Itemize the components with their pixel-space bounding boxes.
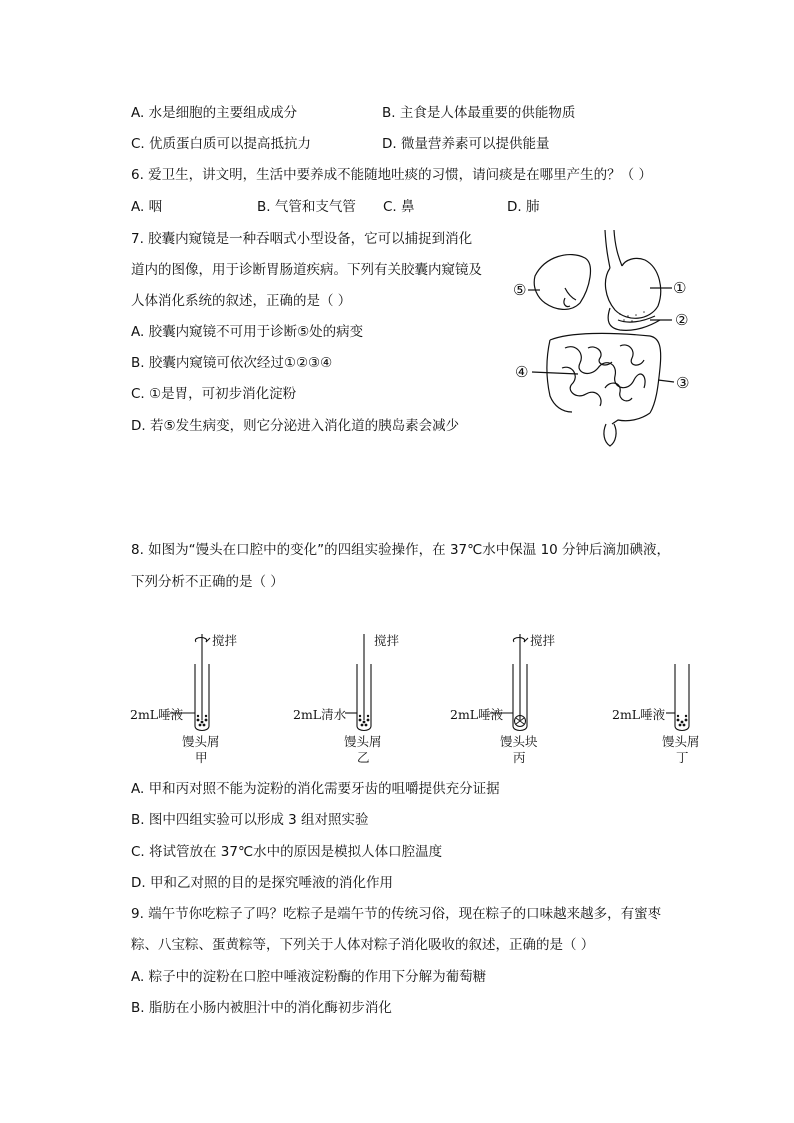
tube-3-stir-label: 搅拌: [530, 633, 556, 648]
q9-stem-line-1: 9. 端午节你吃粽子了吗？吃粽子是端午节的传统习俗，现在粽子的口味越来越多，有蜜枣: [131, 906, 662, 922]
tube-3-name-label: 丙: [513, 750, 526, 765]
q7-option-a: A. 胶囊内窥镜不可用于诊断⑤处的病变: [131, 324, 364, 340]
figure-label-4: ④: [515, 363, 529, 381]
q6-option-c: C. 鼻: [383, 199, 415, 215]
q5-option-c: C. 优质蛋白质可以提高抵抗力: [131, 136, 312, 152]
figure-label-3: ③: [676, 374, 690, 392]
q9-option-b: B. 脂肪在小肠内被胆汁中的消化酶初步消化: [131, 1000, 392, 1016]
q5-option-a: A. 水是细胞的主要组成成分: [131, 105, 298, 121]
q5-option-b: B. 主食是人体最重要的供能物质: [382, 105, 576, 121]
q7-stem-line-1: 7. 胶囊内窥镜是一种吞咽式小型设备，它可以捕捉到消化: [131, 231, 473, 247]
q6-option-a: A. 咽: [131, 199, 163, 215]
q8-stem-line-2: 下列分析不正确的是（ ）: [131, 574, 284, 590]
q9-stem-line-2: 粽、八宝粽、蛋黄粽等，下列关于人体对粽子消化吸收的叙述，正确的是（ ）: [131, 937, 595, 953]
q7-stem-line-2: 道内的图像，用于诊断胃肠道疾病。下列有关胶囊内窥镜及: [131, 262, 482, 278]
q8-option-c: C. 将试管放在 37℃水中的原因是模拟人体口腔温度: [131, 844, 443, 860]
q8-option-a: A. 甲和丙对照不能为淀粉的消化需要牙齿的咀嚼提供充分证据: [131, 781, 500, 797]
figure-label-5: ⑤: [513, 281, 527, 299]
q7-stem-line-3: 人体消化系统的叙述，正确的是（ ）: [131, 293, 352, 309]
figure-label-2: ②: [675, 311, 689, 329]
q6-stem: 6. 爱卫生，讲文明，生活中要养成不能随地吐痰的习惯，请问痰是在哪里产生的？（ ）: [131, 167, 652, 183]
q7-option-d: D. 若⑤发生病变，则它分泌进入消化道的胰岛素会减少: [131, 418, 460, 434]
tube-2-content-label: 馒头屑: [344, 734, 382, 749]
figure-label-1: ①: [673, 279, 687, 297]
q8-option-b: B. 图中四组实验可以形成 3 组对照实验: [131, 812, 369, 828]
q5-option-d: D. 微量营养素可以提供能量: [382, 136, 550, 152]
tube-4-liquid-label: 2mL唾液: [612, 707, 666, 722]
q7-option-c: C. ①是胃，可初步消化淀粉: [131, 386, 297, 402]
tube-2-stir-label: 搅拌: [374, 633, 400, 648]
q6-option-d: D. 肺: [507, 199, 540, 215]
tube-2-liquid-label: 2mL清水: [293, 707, 347, 722]
tube-1-liquid-label: 2mL唾液: [130, 707, 184, 722]
tube-3-content-label: 馒头块: [500, 734, 538, 749]
q8-option-d: D. 甲和乙对照的目的是探究唾液的消化作用: [131, 875, 393, 891]
tube-1-content-label: 馒头屑: [182, 734, 220, 749]
tube-3-liquid-label: 2mL唾液: [450, 707, 504, 722]
q6-option-b: B. 气管和支气管: [257, 199, 356, 215]
tube-1-name-label: 甲: [195, 750, 208, 765]
q8-stem-line-1: 8. 如图为“馒头在口腔中的变化”的四组实验操作，在 37℃水中保温 10 分钟后滴加碘液，: [131, 542, 671, 558]
q9-option-a: A. 粽子中的淀粉在口腔中唾液淀粉酶的作用下分解为葡萄糖: [131, 969, 487, 985]
tube-4-name-label: 丁: [676, 750, 689, 765]
tube-1-stir-label: 搅拌: [212, 633, 238, 648]
tube-4-content-label: 馒头屑: [662, 734, 700, 749]
tube-2-name-label: 乙: [357, 750, 370, 765]
digestive-system-figure: [510, 228, 710, 448]
q7-option-b: B. 胶囊内窥镜可依次经过①②③④: [131, 355, 333, 371]
